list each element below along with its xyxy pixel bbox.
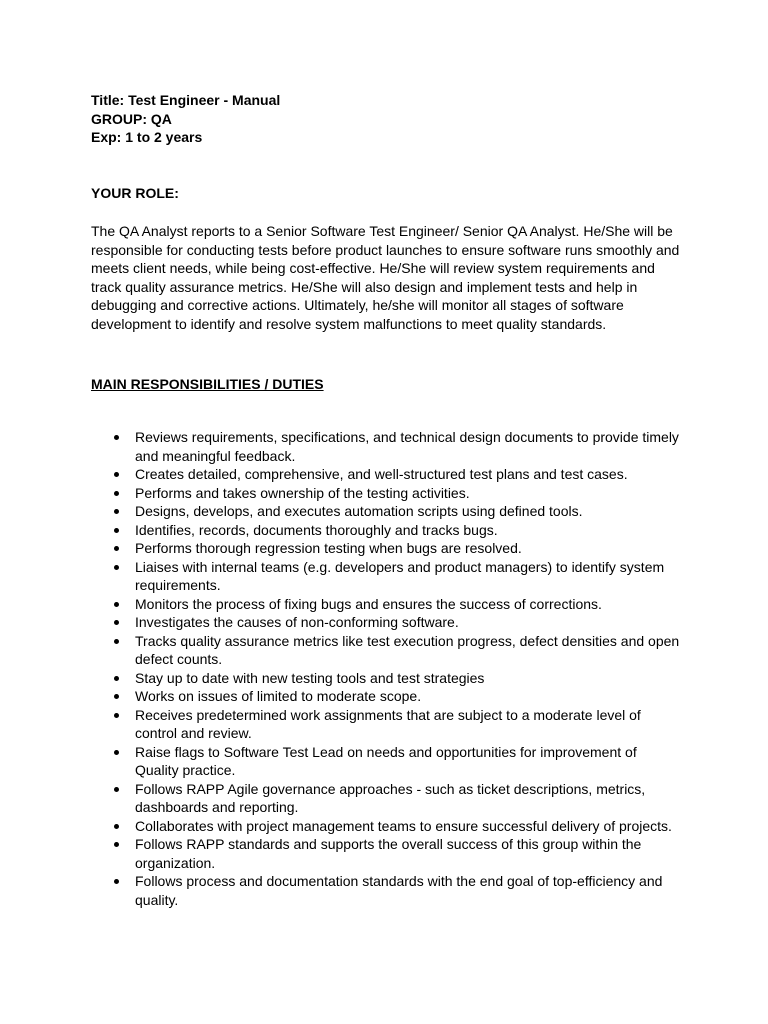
role-line: responsible for conducting tests before product launches to ensure software runs smoothly and xyxy=(91,241,680,258)
duty-item xyxy=(91,465,691,484)
duty-text: requirements. xyxy=(135,577,221,593)
job-group: GROUP: QA xyxy=(91,110,172,127)
role-line: meets client needs, while being cost-effective. He/She will review system requirements and xyxy=(91,260,655,276)
duty-text: Follows process and documentation standards with the end goal of top-efficiency and xyxy=(135,873,663,889)
role-line: The QA Analyst reports to a Senior Software Test Engineer/ Senior QA Analyst. He/She will be xyxy=(91,223,673,239)
duty-text: control and review. xyxy=(135,725,252,741)
duty-item xyxy=(91,613,691,632)
duty-text: Works on issues of limited to moderate scope. xyxy=(135,688,422,704)
job-title: Title: Test Engineer - Manual xyxy=(91,92,281,108)
duty-text: Performs thorough regression testing when bugs are resolved. xyxy=(135,540,522,556)
duties-heading: MAIN RESPONSIBILITIES / DUTIES xyxy=(91,376,324,392)
duty-text: Liaises with internal teams (e.g. developers and product managers) to identify system xyxy=(135,558,665,575)
duty-text: Stay up to date with new testing tools and test strategies xyxy=(135,669,485,686)
duty-text: organization. xyxy=(135,854,216,871)
duty-text: Identifies, records, documents thoroughly and tracks bugs. xyxy=(135,521,498,538)
duty-item xyxy=(91,428,691,465)
duty-item xyxy=(91,817,691,836)
bullet-icon xyxy=(114,879,119,884)
duty-item xyxy=(91,706,691,743)
bullet-icon xyxy=(114,602,119,607)
duty-item xyxy=(91,687,691,706)
duty-item xyxy=(91,669,691,688)
bullet-icon xyxy=(114,620,119,625)
bullet-icon xyxy=(114,491,119,496)
role-heading: YOUR ROLE: xyxy=(91,185,179,201)
duty-text: defect counts. xyxy=(135,651,223,667)
duty-item xyxy=(91,595,691,614)
duty-item xyxy=(91,872,691,909)
duty-text: dashboards and reporting. xyxy=(135,799,299,815)
duty-item xyxy=(91,558,691,595)
bullet-icon xyxy=(114,472,119,477)
duty-item xyxy=(91,484,691,503)
bullet-icon xyxy=(114,787,119,792)
duty-text: Follows RAPP Agile governance approaches - such as ticket descriptions, metrics, xyxy=(135,780,646,797)
duty-item xyxy=(91,743,691,780)
duty-text: Tracks quality assurance metrics like test execution progress, defect densities and open xyxy=(135,632,680,649)
duty-text: Raise flags to Software Test Lead on needs and opportunities for improvement of xyxy=(135,743,637,760)
duty-text: Designs, develops, and executes automation scripts using defined tools. xyxy=(135,503,583,519)
duty-text: Performs and takes ownership of the testing activities. xyxy=(135,484,470,501)
bullet-icon xyxy=(114,546,119,551)
job-header xyxy=(91,91,280,147)
bullet-icon xyxy=(114,528,119,533)
duty-item xyxy=(91,521,691,540)
duty-text: Follows RAPP standards and supports the overall success of this group within the xyxy=(135,836,642,852)
duty-text: quality. xyxy=(135,891,179,908)
duty-text: Creates detailed, comprehensive, and well-structured test plans and test cases. xyxy=(135,466,628,482)
bullet-icon xyxy=(114,694,119,699)
duty-text: Receives predetermined work assignments that are subject to a moderate level of xyxy=(135,706,641,723)
bullet-icon xyxy=(114,676,119,681)
role-description xyxy=(91,222,691,333)
job-experience: Exp: 1 to 2 years xyxy=(91,129,203,145)
duty-text: Reviews requirements, specifications, and technical design documents to provide timely xyxy=(135,429,679,445)
duty-text: Investigates the causes of non-conforming software. xyxy=(135,614,459,630)
duty-text: Quality practice. xyxy=(135,762,236,778)
duty-text: Collaborates with project management teams to ensure successful delivery of projects. xyxy=(135,817,672,834)
bullet-icon xyxy=(114,824,119,829)
duty-text: and meaningful feedback. xyxy=(135,447,296,464)
duties-list xyxy=(91,428,691,909)
duty-item xyxy=(91,835,691,872)
bullet-icon xyxy=(114,565,119,570)
duty-item xyxy=(91,632,691,669)
duty-item xyxy=(91,780,691,817)
role-line: track quality assurance metrics. He/She will also design and implement tests and help in xyxy=(91,278,638,295)
bullet-icon xyxy=(114,435,119,440)
bullet-icon xyxy=(114,750,119,755)
bullet-icon xyxy=(114,842,119,847)
duty-item xyxy=(91,502,691,521)
bullet-icon xyxy=(114,509,119,514)
role-line: debugging and corrective actions. Ultimately, he/she will monitor all stages of software xyxy=(91,297,624,313)
duty-item xyxy=(91,539,691,558)
role-line: development to identify and resolve system malfunctions to meet quality standards. xyxy=(91,315,607,332)
bullet-icon xyxy=(114,639,119,644)
duty-text: Monitors the process of fixing bugs and ensures the success of corrections. xyxy=(135,595,602,612)
bullet-icon xyxy=(114,713,119,718)
